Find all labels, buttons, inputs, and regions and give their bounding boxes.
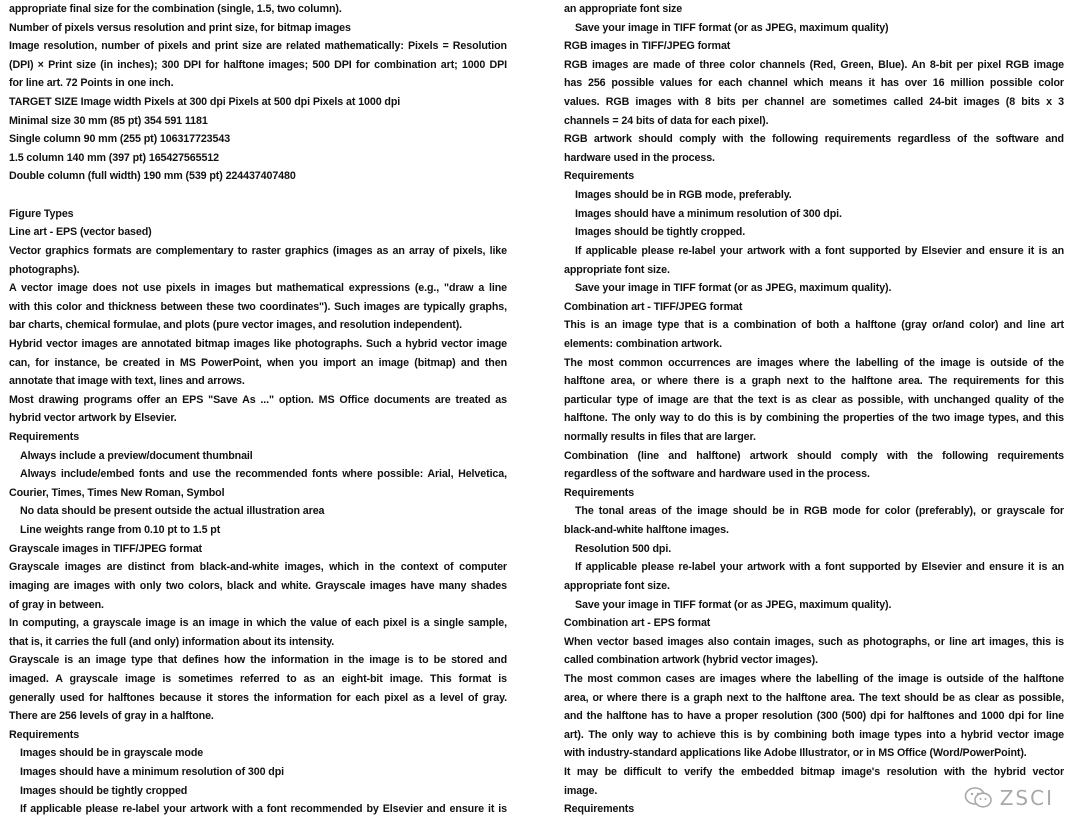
text-line: Images should be tightly cropped — [20, 784, 188, 797]
text-line: Grayscale is an image type that defines how the information in the image is to be stored and — [9, 654, 507, 667]
text-line: Images should have a minimum resolution of 300 dpi — [20, 765, 285, 778]
text-line: No data should be present outside the actual illustration area — [20, 505, 325, 518]
text-line: Images should be in grayscale mode — [20, 747, 204, 760]
watermark-text: ZSCI — [999, 786, 1054, 810]
text-line: with this color and thickness between these two coordinates"). Such images are typically graphs, — [9, 300, 507, 313]
text-line: Requirements — [9, 431, 80, 444]
text-line: It may be difficult to verify the embedded bitmap image's resolution with the hybrid vector — [564, 765, 1064, 778]
text-line: regardless of the software and hardware used in the process. — [564, 468, 870, 481]
text-line: annotate that image with text, lines and arrows. — [9, 375, 245, 388]
left-text-column — [9, 0, 507, 819]
text-line: When vector based images also contain images, such as photographs, or line art images, this is — [564, 635, 1064, 648]
text-line: hardware used in the process. — [564, 151, 715, 164]
text-line: RGB images in TIFF/JPEG format — [564, 40, 731, 53]
text-line: Vector graphics formats are complementary to raster graphics (images as an array of pixels, like — [9, 244, 507, 257]
text-line: has 256 possible values for each channel which means it has over 16 million possible color — [564, 77, 1064, 90]
text-line: Most drawing programs offer an EPS "Save As ..." option. MS Office documents are treated as — [9, 393, 507, 406]
text-line: Images should be in RGB mode, preferably. — [575, 189, 792, 202]
text-line: hybrid vector artwork by Elsevier. — [9, 412, 177, 425]
text-line: can, for instance, be created in MS PowerPoint, when you import an image (bitmap) and then — [9, 356, 507, 369]
text-line: Always include a preview/document thumbnail — [20, 449, 253, 462]
text-line: elements: combination artwork. — [564, 337, 722, 350]
text-line: The most common cases are images where the labelling of the image is outside of the halftone — [564, 672, 1064, 685]
text-line: Number of pixels versus resolution and print size, for bitmap images — [9, 21, 351, 34]
wechat-icon — [964, 786, 994, 810]
text-line: Image resolution, number of pixels and print size are related mathematically: Pixels = Resolution — [9, 40, 507, 53]
text-line: Images should have a minimum resolution of 300 dpi. — [575, 207, 842, 220]
text-line: Save your image in TIFF format (or as JPEG, maximum quality) — [575, 21, 889, 34]
text-line: RGB artwork should comply with the following requirements regardless of the software and — [564, 133, 1064, 146]
text-line: Requirements — [564, 803, 635, 816]
text-line: (DPI) × Print size (in inches); 300 DPI for halftone images; 500 DPI for combination art; 1000 DPI — [9, 58, 507, 71]
text-line: appropriate final size for the combination (single, 1.5, two column). — [9, 3, 342, 15]
text-line: Figure Types — [9, 207, 74, 220]
text-line: image. — [564, 784, 598, 797]
text-line: particular type of image are that the text is as clear as possible, with unchanged quality of the — [564, 393, 1064, 406]
text-line: that is, it carries the full (and only) information about its intensity. — [9, 635, 335, 648]
text-line: Requirements — [564, 170, 635, 183]
text-line: RGB images are made of three color channels (Red, Green, Blue). An 8-bit per pixel RGB image — [564, 58, 1064, 71]
text-line: appropriate font size. — [564, 579, 670, 592]
text-line: A vector image does not use pixels in images but mathematical expressions (e.g., "draw a line — [9, 282, 507, 295]
text-line: bar charts, chemical formulae, and plots (pure vector images, and resolution independent). — [9, 319, 463, 332]
text-line: photographs). — [9, 263, 80, 276]
text-line: The most common occurrences are images where the labelling of the image is outside of the — [564, 356, 1064, 369]
text-line: If applicable please re-label your artwork with a font supported by Elsevier and ensure it is an — [575, 561, 1064, 574]
text-line: and the halftone has to have a proper resolution (300 (500) dpi for halftones and 1000 dpi for line — [564, 710, 1064, 723]
text-line — [9, 186, 507, 205]
right-text-column — [564, 0, 1064, 819]
text-line: of gray in between. — [9, 598, 104, 611]
text-line: There are 256 levels of gray in a halftone. — [9, 710, 214, 723]
text-line: If applicable please re-label your artwork with a font recommended by Elsevier and ensure it is — [20, 803, 507, 816]
text-line: Save your image in TIFF format (or as JPEG, maximum quality). — [575, 282, 892, 295]
text-line: Single column 90 mm (255 pt) 106317723543 — [9, 133, 231, 146]
text-line: Double column (full width) 190 mm (539 pt) 224437407480 — [9, 170, 296, 183]
text-line: Courier, Times, Times New Roman, Symbol — [9, 486, 225, 499]
text-line: an appropriate font size — [564, 3, 683, 15]
text-line: normally results in files that are larger. — [564, 431, 756, 444]
text-line: halftone. The only way to do this is by combining the properties of the two image types, and this — [564, 412, 1064, 425]
text-line: Minimal size 30 mm (85 pt) 354 591 1181 — [9, 114, 208, 127]
text-line: Save your image in TIFF format (or as JPEG, maximum quality). — [575, 598, 892, 611]
text-line: imaged. A grayscale image is sometimes referred to as an eight-bit image. This format is — [9, 672, 507, 685]
text-line: Requirements — [9, 728, 80, 741]
text-line: Line weights range from 0.10 pt to 1.5 pt — [20, 524, 221, 537]
text-line: This is an image type that is a combination of both a halftone (gray or/and color) and line art — [564, 319, 1064, 332]
text-line: Images should be tightly cropped. — [575, 226, 746, 239]
text-line: TARGET SIZE Image width Pixels at 300 dpi Pixels at 500 dpi Pixels at 1000 dpi — [9, 96, 401, 109]
text-line: generally used for halftones because it stores the information for each pixel as a level of gray. — [9, 691, 507, 704]
text-line: Grayscale images are distinct from black-and-white images, which in the context of computer — [9, 561, 507, 574]
text-line: art). The only way to achieve this is by combining both image types into a hybrid vector image — [564, 728, 1064, 741]
text-line: Always include/embed fonts and use the recommended fonts where possible: Arial, Helvetica, — [20, 468, 507, 481]
text-line: channels = 24 bits of data for each pixel). — [564, 114, 769, 127]
text-line: with industry-standard applications like Adobe Illustrator, or in MS Office (Word/PowerPoint). — [564, 747, 1027, 760]
text-line: Line art - EPS (vector based) — [9, 226, 152, 239]
text-line: Combination art - TIFF/JPEG format — [564, 300, 743, 313]
text-line: black-and-white halftone images. — [564, 524, 729, 537]
text-line: halftone area, or where there is a graph next to the halftone area. The requirements for this — [564, 375, 1064, 388]
text-line: called combination artwork (hybrid vector images). — [564, 654, 818, 667]
text-line: Combination art - EPS format — [564, 617, 711, 630]
text-line: In computing, a grayscale image is an image in which the value of each pixel is a single sample, — [9, 617, 507, 630]
text-line: appropriate font size. — [564, 263, 670, 276]
watermark — [964, 786, 1054, 810]
text-line: Requirements — [564, 486, 635, 499]
text-line: area, or where there is a graph next to the halftone area. The text should be as clear as possible, — [564, 691, 1064, 704]
text-line: values. RGB images with 8 bits per channel are sometimes called 24-bit images (8 bits x 3 — [564, 96, 1064, 109]
text-line: imaging are images with only two colors, black and white. Grayscale images have many shades — [9, 579, 507, 592]
text-line: Combination (line and halftone) artwork should comply with the following requirements — [564, 449, 1064, 462]
text-line: for line art. 72 Points in one inch. — [9, 77, 174, 90]
text-line: If applicable please re-label your artwork with a font supported by Elsevier and ensure it is an — [575, 244, 1064, 257]
text-line: The tonal areas of the image should be in RGB mode for color (preferably), or grayscale for — [575, 505, 1064, 518]
text-line: Hybrid vector images are annotated bitmap images like photographs. Such a hybrid vector image — [9, 337, 507, 350]
text-line: Resolution 500 dpi. — [575, 542, 672, 555]
text-line: 1.5 column 140 mm (397 pt) 165427565512 — [9, 151, 219, 164]
text-line: Grayscale images in TIFF/JPEG format — [9, 542, 203, 555]
